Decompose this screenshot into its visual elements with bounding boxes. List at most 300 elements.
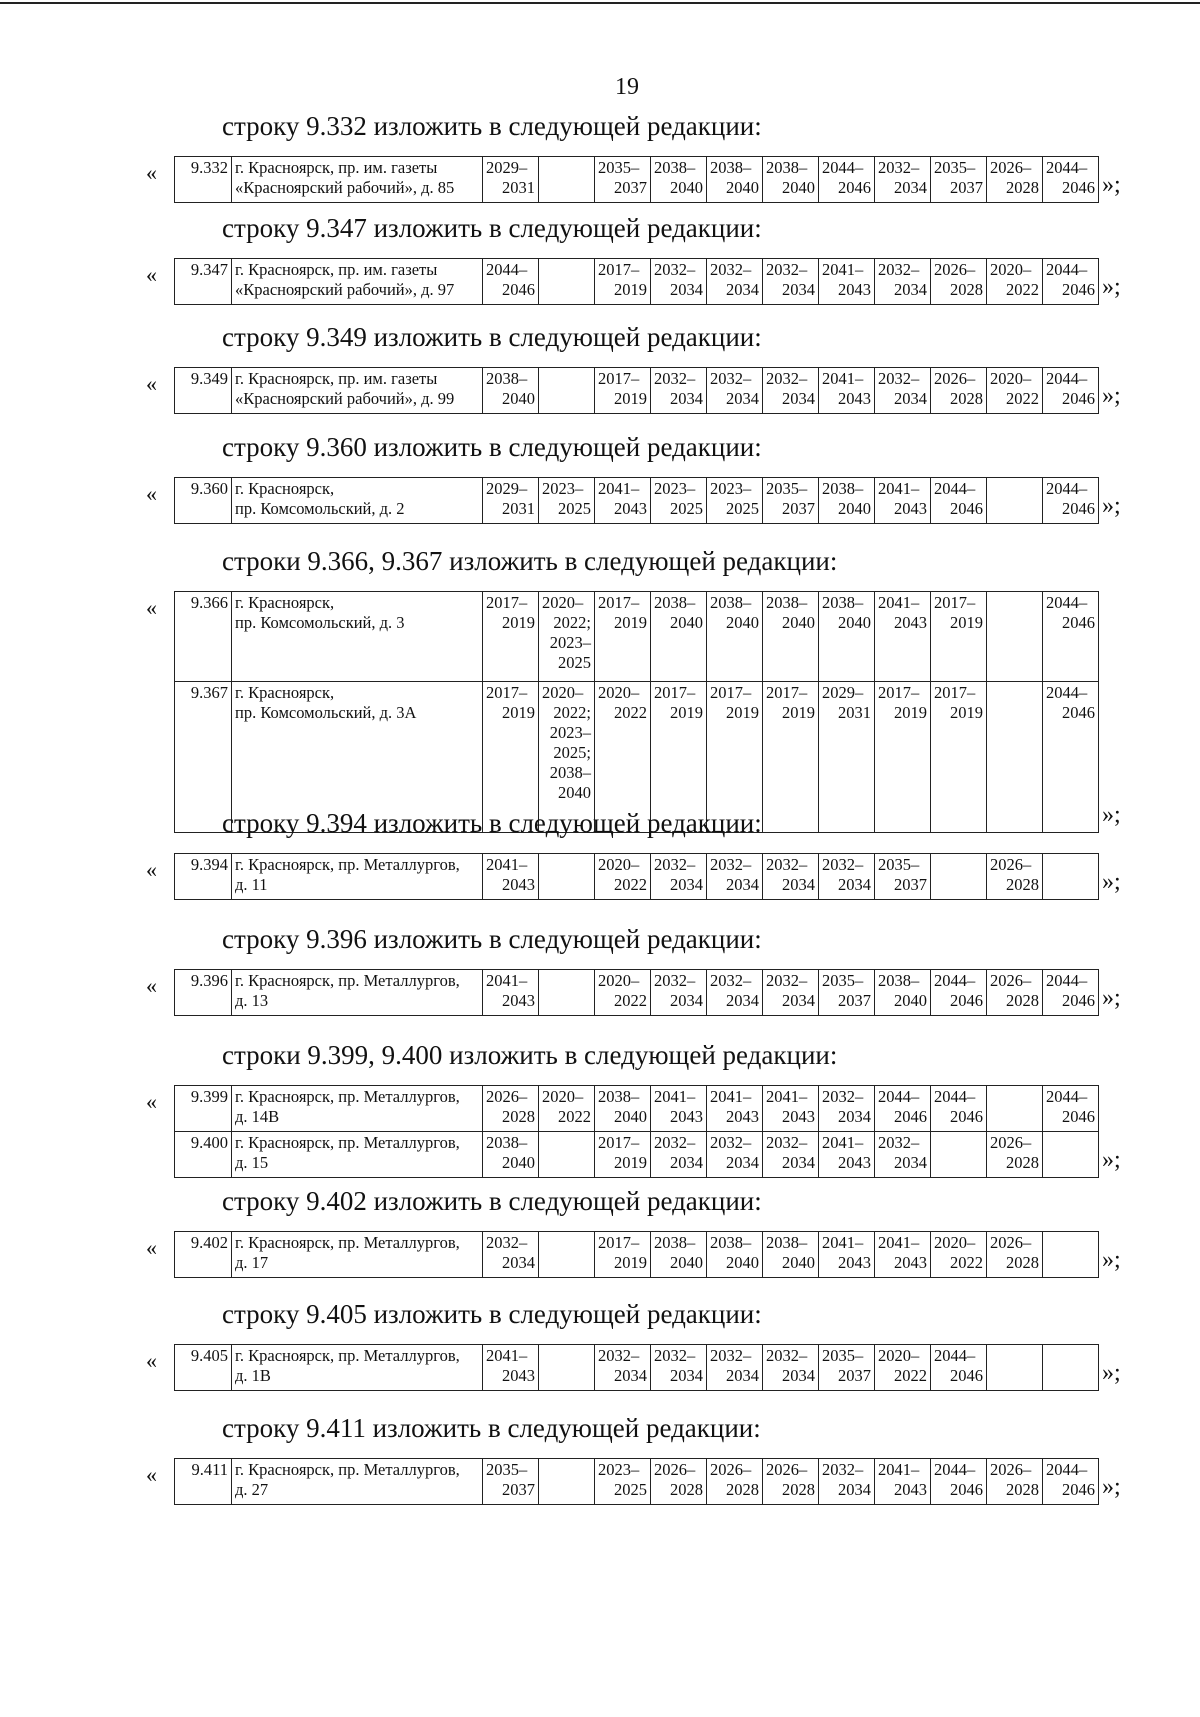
address-cell	[232, 1459, 483, 1505]
open-quote: «	[146, 857, 157, 882]
address-line: «Красноярский рабочий», д. 85	[235, 178, 455, 197]
year-line: 2026–	[934, 260, 976, 279]
address-cell	[232, 592, 483, 682]
year-range-cell	[875, 1086, 931, 1132]
year-range-cell	[539, 1345, 595, 1391]
year-line: 2034	[614, 1366, 647, 1385]
year-range-cell	[651, 157, 707, 203]
year-line: 2034	[670, 991, 703, 1010]
year-line: 2032–	[710, 369, 752, 388]
year-line: 2044–	[1046, 1087, 1088, 1106]
year-range-cell	[651, 1345, 707, 1391]
year-range-cell	[483, 970, 539, 1016]
year-line: 2028	[950, 389, 983, 408]
year-line: 2032–	[766, 1133, 808, 1152]
year-range-cell	[763, 970, 819, 1016]
year-range-cell	[875, 1459, 931, 1505]
year-range-cell	[763, 259, 819, 305]
year-line: 2032–	[766, 971, 808, 990]
year-line: 2034	[502, 1253, 535, 1272]
year-line: 2025	[558, 499, 591, 518]
address-line: г. Красноярск, пр. Металлургов,	[235, 1133, 460, 1152]
amendment-table	[174, 591, 1099, 833]
amendment-heading: строку 9.360 изложить в следующей редакции:	[222, 432, 762, 462]
year-range-cell	[539, 1132, 595, 1178]
year-line: 2022;	[553, 613, 591, 632]
year-line: 2034	[782, 991, 815, 1010]
year-range-cell	[763, 368, 819, 414]
year-line: 2038–	[549, 763, 591, 782]
year-range-cell	[763, 1345, 819, 1391]
year-range-cell	[595, 157, 651, 203]
year-line: 2031	[502, 178, 535, 197]
year-line: 2028	[950, 280, 983, 299]
year-line: 2020–	[990, 369, 1032, 388]
year-line: 2020–	[598, 971, 640, 990]
close-quote: »;	[1102, 1147, 1121, 1173]
year-line: 2028	[670, 1480, 703, 1499]
year-line: 2029–	[486, 479, 528, 498]
year-range-cell	[651, 1459, 707, 1505]
year-line: 2044–	[934, 479, 976, 498]
year-range-cell	[763, 478, 819, 524]
year-line: 2044–	[934, 1087, 976, 1106]
row-number: 9.347	[175, 259, 232, 305]
year-line: 2020–	[542, 593, 584, 612]
year-line: 2041–	[486, 855, 528, 874]
year-line: 2031	[502, 499, 535, 518]
year-line: 2017–	[598, 369, 640, 388]
address-line: г. Красноярск, пр. Металлургов,	[235, 1460, 460, 1479]
address-line: д. 14В	[235, 1107, 280, 1126]
year-range-cell	[651, 259, 707, 305]
year-range-cell	[987, 1086, 1043, 1132]
year-line: 2026–	[486, 1087, 528, 1106]
year-line: 2017–	[598, 593, 640, 612]
year-range-cell	[539, 259, 595, 305]
address-line: г. Красноярск, пр. им. газеты	[235, 260, 438, 279]
year-line: 2038–	[766, 158, 808, 177]
address-cell	[232, 1345, 483, 1391]
year-range-cell	[707, 368, 763, 414]
address-line: пр. Комсомольский, д. 3А	[235, 703, 417, 722]
year-line: 2032–	[822, 855, 864, 874]
close-quote: »;	[1102, 869, 1121, 895]
year-range-cell	[1043, 1132, 1099, 1178]
year-range-cell	[763, 1086, 819, 1132]
year-line: 2026–	[990, 971, 1032, 990]
year-range-cell	[875, 854, 931, 900]
year-line: 2017–	[598, 260, 640, 279]
year-line: 2017–	[486, 593, 528, 612]
year-line: 2046	[1062, 389, 1095, 408]
year-range-cell	[483, 368, 539, 414]
year-line: 2020–	[542, 1087, 584, 1106]
year-line: 2017–	[598, 1233, 640, 1252]
year-line: 2041–	[654, 1087, 696, 1106]
year-line: 2032–	[878, 369, 920, 388]
year-line: 2041–	[766, 1087, 808, 1106]
year-range-cell	[931, 478, 987, 524]
year-range-cell	[987, 368, 1043, 414]
year-line: 2040	[894, 991, 927, 1010]
year-range-cell	[931, 592, 987, 682]
year-range-cell	[651, 368, 707, 414]
year-range-cell	[651, 1086, 707, 1132]
year-line: 2034	[894, 1153, 927, 1172]
address-cell	[232, 478, 483, 524]
year-range-cell	[1043, 478, 1099, 524]
year-line: 2019	[782, 703, 815, 722]
year-line: 2026–	[990, 1133, 1032, 1152]
open-quote: «	[146, 1089, 157, 1114]
year-range-cell	[539, 1086, 595, 1132]
year-line: 2043	[614, 499, 647, 518]
close-quote: »;	[1102, 383, 1121, 409]
year-range-cell	[987, 854, 1043, 900]
year-range-cell	[931, 157, 987, 203]
year-range-cell	[1043, 1459, 1099, 1505]
year-range-cell	[987, 592, 1043, 682]
year-line: 2037	[838, 991, 871, 1010]
year-range-cell	[651, 854, 707, 900]
year-line: 2044–	[934, 971, 976, 990]
year-range-cell	[595, 592, 651, 682]
year-range-cell	[539, 592, 595, 682]
year-range-cell	[1043, 157, 1099, 203]
year-range-cell	[483, 592, 539, 682]
year-line: 2026–	[990, 1233, 1032, 1252]
row-number: 9.405	[175, 1345, 232, 1391]
year-line: 2038–	[822, 479, 864, 498]
close-quote: »;	[1102, 1360, 1121, 1386]
year-range-cell	[651, 478, 707, 524]
year-range-cell	[987, 478, 1043, 524]
year-line: 2032–	[598, 1346, 640, 1365]
year-range-cell	[763, 1459, 819, 1505]
year-line: 2040	[670, 1253, 703, 1272]
year-line: 2038–	[598, 1087, 640, 1106]
year-range-cell	[763, 682, 819, 833]
year-line: 2025	[614, 1480, 647, 1499]
year-line: 2017–	[598, 1133, 640, 1152]
year-line: 2022	[894, 1366, 927, 1385]
year-line: 2043	[838, 389, 871, 408]
year-range-cell	[539, 854, 595, 900]
year-line: 2023–	[542, 479, 584, 498]
year-line: 2040	[502, 389, 535, 408]
year-line: 2043	[838, 1253, 871, 1272]
year-line: 2044–	[1046, 260, 1088, 279]
address-line: г. Красноярск, пр. Металлургов,	[235, 1087, 460, 1106]
amendment-table	[174, 1458, 1099, 1505]
page-top-rule	[0, 2, 1200, 4]
year-line: 2034	[782, 389, 815, 408]
amendment-table	[174, 156, 1099, 203]
year-line: 2038–	[822, 593, 864, 612]
year-line: 2032–	[654, 855, 696, 874]
year-line: 2023–	[710, 479, 752, 498]
year-line: 2043	[502, 875, 535, 894]
close-quote: »;	[1102, 1247, 1121, 1273]
year-line: 2041–	[878, 593, 920, 612]
year-line: 2041–	[822, 260, 864, 279]
year-range-cell	[931, 368, 987, 414]
year-line: 2020–	[542, 683, 584, 702]
year-line: 2035–	[822, 1346, 864, 1365]
year-line: 2046	[838, 178, 871, 197]
amendment-table	[174, 367, 1099, 414]
year-line: 2034	[670, 280, 703, 299]
year-line: 2022	[614, 991, 647, 1010]
year-range-cell	[539, 1459, 595, 1505]
year-range-cell	[819, 259, 875, 305]
year-line: 2046	[950, 499, 983, 518]
row-number: 9.367	[175, 682, 232, 833]
address-cell	[232, 1132, 483, 1178]
year-line: 2023–	[598, 1460, 640, 1479]
year-line: 2046	[1062, 280, 1095, 299]
year-line: 2046	[1062, 1107, 1095, 1126]
year-line: 2038–	[486, 369, 528, 388]
year-range-cell	[819, 592, 875, 682]
year-line: 2043	[726, 1107, 759, 1126]
amendment-table	[174, 1344, 1099, 1391]
address-line: д. 27	[235, 1480, 269, 1499]
year-line: 2044–	[934, 1346, 976, 1365]
year-line: 2032–	[654, 369, 696, 388]
year-range-cell	[483, 1345, 539, 1391]
year-line: 2043	[502, 1366, 535, 1385]
year-line: 2022	[950, 1253, 983, 1272]
year-line: 2043	[502, 991, 535, 1010]
year-range-cell	[819, 368, 875, 414]
amendment-heading: строку 9.402 изложить в следующей редакции:	[222, 1186, 762, 1216]
table-row	[175, 970, 1099, 1016]
row-number: 9.360	[175, 478, 232, 524]
year-line: 2032–	[878, 260, 920, 279]
year-line: 2019	[670, 703, 703, 722]
close-quote: »;	[1102, 274, 1121, 300]
year-line: 2026–	[710, 1460, 752, 1479]
year-range-cell	[595, 1132, 651, 1178]
year-line: 2044–	[1046, 593, 1088, 612]
year-line: 2034	[894, 178, 927, 197]
year-line: 2043	[670, 1107, 703, 1126]
year-range-cell	[763, 157, 819, 203]
year-line: 2019	[614, 280, 647, 299]
year-line: 2029–	[822, 683, 864, 702]
year-range-cell	[819, 970, 875, 1016]
year-range-cell	[931, 682, 987, 833]
year-line: 2041–	[598, 479, 640, 498]
open-quote: «	[146, 481, 157, 506]
year-range-cell	[595, 478, 651, 524]
year-range-cell	[819, 1345, 875, 1391]
year-range-cell	[987, 1345, 1043, 1391]
open-quote: «	[146, 262, 157, 287]
year-range-cell	[931, 1086, 987, 1132]
year-range-cell	[1043, 1345, 1099, 1391]
year-line: 2022;	[553, 703, 591, 722]
amendment-heading: строку 9.332 изложить в следующей редакции:	[222, 111, 762, 141]
open-quote: «	[146, 1235, 157, 1260]
amendment-heading: строки 9.399, 9.400 изложить в следующей редакции:	[222, 1040, 838, 1070]
year-range-cell	[819, 478, 875, 524]
year-line: 2032–	[766, 855, 808, 874]
year-line: 2028	[1006, 1480, 1039, 1499]
year-line: 2017–	[934, 683, 976, 702]
year-line: 2025	[726, 499, 759, 518]
year-range-cell	[875, 592, 931, 682]
year-line: 2040	[782, 178, 815, 197]
year-line: 2032–	[710, 971, 752, 990]
year-line: 2034	[782, 1153, 815, 1172]
year-range-cell	[707, 1459, 763, 1505]
address-cell	[232, 368, 483, 414]
year-line: 2034	[838, 1480, 871, 1499]
amendment-table	[174, 258, 1099, 305]
year-range-cell	[987, 970, 1043, 1016]
year-range-cell	[707, 970, 763, 1016]
year-range-cell	[483, 259, 539, 305]
year-range-cell	[595, 259, 651, 305]
amendment-heading: строку 9.411 изложить в следующей редакции:	[222, 1413, 761, 1443]
year-line: 2040	[726, 1253, 759, 1272]
year-range-cell	[987, 1232, 1043, 1278]
year-line: 2046	[1062, 991, 1095, 1010]
year-range-cell	[483, 1459, 539, 1505]
open-quote: «	[146, 1348, 157, 1373]
year-line: 2019	[950, 703, 983, 722]
amendment-table	[174, 477, 1099, 524]
year-range-cell	[819, 1232, 875, 1278]
address-cell	[232, 1086, 483, 1132]
year-range-cell	[1043, 592, 1099, 682]
year-line: 2031	[838, 703, 871, 722]
year-line: 2019	[614, 1253, 647, 1272]
amendment-heading: строку 9.394 изложить в следующей редакции:	[222, 808, 762, 838]
year-line: 2019	[726, 703, 759, 722]
year-line: 2019	[894, 703, 927, 722]
year-line: 2019	[950, 613, 983, 632]
year-line: 2017–	[486, 683, 528, 702]
address-line: д. 13	[235, 991, 269, 1010]
year-line: 2040	[782, 1253, 815, 1272]
year-line: 2020–	[598, 855, 640, 874]
year-line: 2032–	[878, 1133, 920, 1152]
table-row	[175, 854, 1099, 900]
year-range-cell	[987, 157, 1043, 203]
table-row	[175, 592, 1099, 682]
year-line: 2032–	[654, 1133, 696, 1152]
address-cell	[232, 157, 483, 203]
year-line: 2037	[894, 875, 927, 894]
close-quote: »;	[1102, 1474, 1121, 1500]
year-line: 2043	[838, 1153, 871, 1172]
year-line: 2038–	[766, 593, 808, 612]
year-line: 2019	[614, 389, 647, 408]
open-quote: «	[146, 973, 157, 998]
year-range-cell	[707, 854, 763, 900]
amendment-table	[174, 969, 1099, 1016]
year-line: 2028	[782, 1480, 815, 1499]
year-line: 2023–	[654, 479, 696, 498]
year-line: 2040	[726, 178, 759, 197]
year-line: 2035–	[486, 1460, 528, 1479]
year-line: 2032–	[710, 1133, 752, 1152]
address-line: «Красноярский рабочий», д. 99	[235, 389, 455, 408]
year-range-cell	[875, 259, 931, 305]
year-range-cell	[875, 1232, 931, 1278]
address-cell	[232, 970, 483, 1016]
address-line: г. Красноярск, пр. им. газеты	[235, 369, 438, 388]
year-line: 2032–	[654, 971, 696, 990]
year-line: 2034	[670, 389, 703, 408]
address-line: г. Красноярск, пр. Металлургов,	[235, 971, 460, 990]
open-quote: «	[146, 160, 157, 185]
year-line: 2046	[1062, 613, 1095, 632]
year-line: 2026–	[766, 1460, 808, 1479]
open-quote: «	[146, 595, 157, 620]
year-line: 2028	[1006, 178, 1039, 197]
year-line: 2046	[1062, 499, 1095, 518]
year-line: 2026–	[654, 1460, 696, 1479]
year-line: 2038–	[710, 593, 752, 612]
year-line: 2046	[502, 280, 535, 299]
year-line: 2046	[1062, 703, 1095, 722]
year-line: 2034	[894, 389, 927, 408]
year-range-cell	[987, 1132, 1043, 1178]
year-range-cell	[987, 259, 1043, 305]
year-range-cell	[931, 970, 987, 1016]
year-line: 2044–	[1046, 683, 1088, 702]
year-range-cell	[707, 259, 763, 305]
year-range-cell	[483, 1132, 539, 1178]
address-line: «Красноярский рабочий», д. 97	[235, 280, 455, 299]
year-line: 2040	[502, 1153, 535, 1172]
year-line: 2032–	[486, 1233, 528, 1252]
year-range-cell	[483, 854, 539, 900]
year-line: 2046	[1062, 1480, 1095, 1499]
row-number: 9.349	[175, 368, 232, 414]
year-range-cell	[763, 592, 819, 682]
year-line: 2034	[782, 280, 815, 299]
year-line: 2022	[1006, 389, 1039, 408]
year-line: 2038–	[710, 158, 752, 177]
address-cell	[232, 1232, 483, 1278]
open-quote: «	[146, 371, 157, 396]
year-line: 2022	[614, 703, 647, 722]
year-line: 2041–	[878, 1460, 920, 1479]
year-range-cell	[819, 854, 875, 900]
year-line: 2032–	[878, 158, 920, 177]
year-range-cell	[875, 478, 931, 524]
year-line: 2026–	[934, 369, 976, 388]
year-line: 2040	[782, 613, 815, 632]
year-range-cell	[539, 1232, 595, 1278]
year-line: 2038–	[654, 593, 696, 612]
year-line: 2043	[894, 1480, 927, 1499]
year-range-cell	[707, 592, 763, 682]
year-line: 2040	[670, 178, 703, 197]
year-range-cell	[819, 1086, 875, 1132]
year-line: 2032–	[822, 1460, 864, 1479]
address-line: д. 1В	[235, 1366, 271, 1385]
amendment-table	[174, 1085, 1099, 1178]
year-line: 2032–	[654, 1346, 696, 1365]
row-number: 9.400	[175, 1132, 232, 1178]
